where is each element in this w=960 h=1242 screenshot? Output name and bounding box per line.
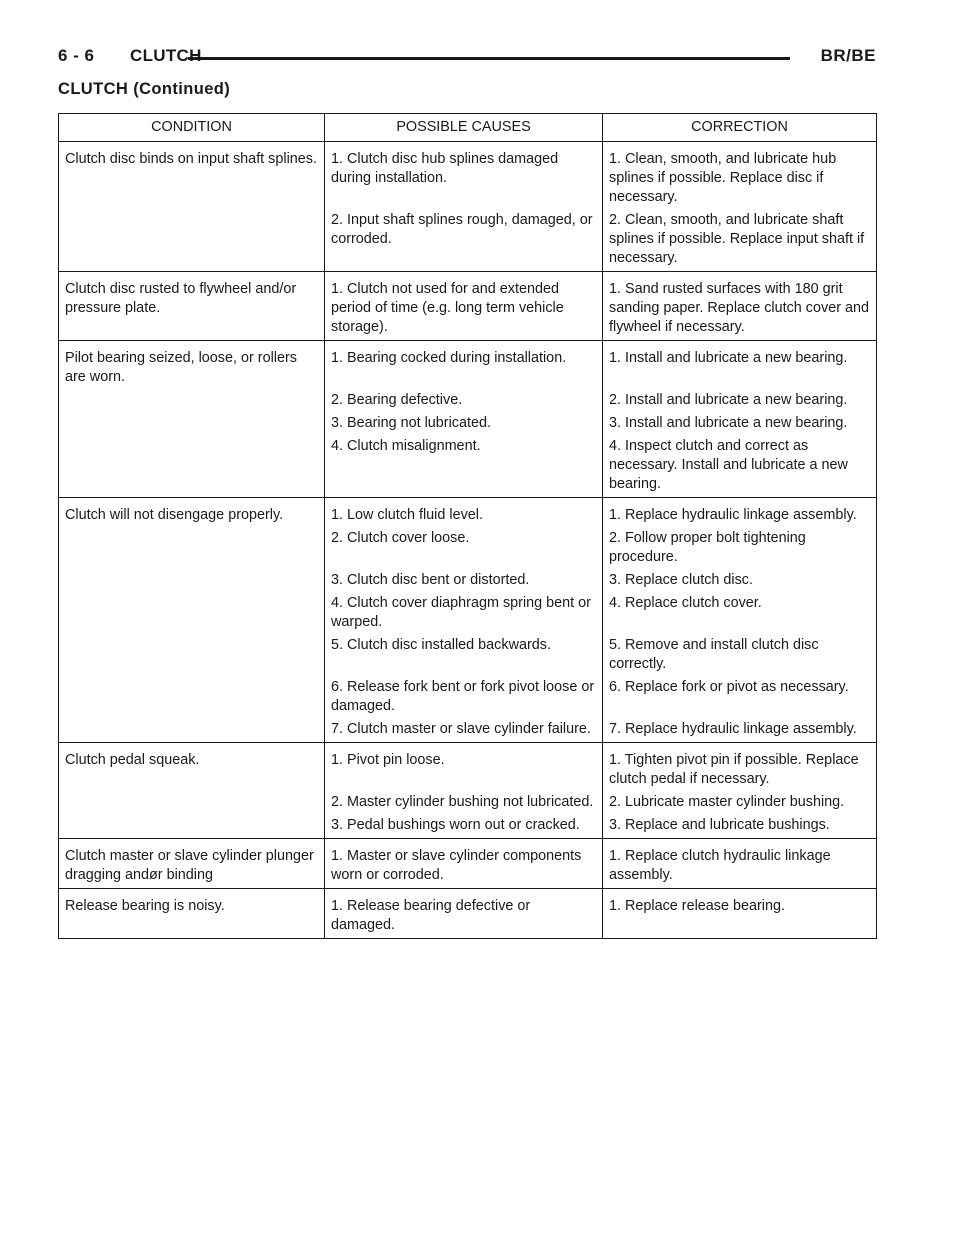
- correction-cell: 1. Install and lubricate a new bearing.: [603, 341, 877, 388]
- diagnosis-table: [58, 113, 877, 939]
- cause-cell: 3. Clutch disc bent or distorted.: [325, 567, 603, 590]
- cause-cell: 4. Clutch cover diaphragm spring bent or warped.: [325, 590, 603, 632]
- correction-cell: 1. Replace clutch hydraulic linkage assembly.: [603, 839, 877, 889]
- section-subheading: CLUTCH (Continued): [58, 80, 231, 98]
- correction-cell: 2. Install and lubricate a new bearing.: [603, 387, 877, 410]
- table-row: [59, 410, 877, 433]
- cause-cell: 2. Master cylinder bushing not lubricated.: [325, 789, 603, 812]
- condition-cell: [59, 387, 325, 410]
- condition-cell: Release bearing is noisy.: [59, 889, 325, 939]
- condition-cell: Clutch pedal squeak.: [59, 743, 325, 790]
- table-row: [59, 207, 877, 272]
- condition-cell: Clutch master or slave cylinder plunger dragging andør binding: [59, 839, 325, 889]
- cause-cell: 5. Clutch disc installed backwards.: [325, 632, 603, 674]
- cause-cell: 6. Release fork bent or fork pivot loose or damaged.: [325, 674, 603, 716]
- condition-cell: [59, 207, 325, 272]
- condition-cell: [59, 716, 325, 743]
- correction-cell: 2. Clean, smooth, and lubricate shaft splines if possible. Replace input shaft if necessary.: [603, 207, 877, 272]
- table-row: [59, 341, 877, 388]
- condition-cell: [59, 674, 325, 716]
- table-row: [59, 433, 877, 498]
- correction-cell: 3. Install and lubricate a new bearing.: [603, 410, 877, 433]
- cause-cell: 1. Master or slave cylinder components worn or corroded.: [325, 839, 603, 889]
- table-row: [59, 789, 877, 812]
- table-row: [59, 590, 877, 632]
- table-header-row: [59, 114, 877, 142]
- cause-cell: 3. Bearing not lubricated.: [325, 410, 603, 433]
- column-header-condition: CONDITION: [59, 114, 325, 142]
- cause-cell: 2. Clutch cover loose.: [325, 525, 603, 567]
- column-header-correction: CORRECTION: [603, 114, 877, 142]
- correction-cell: 3. Replace clutch disc.: [603, 567, 877, 590]
- table-row: [59, 716, 877, 743]
- table-row: [59, 525, 877, 567]
- correction-cell: 5. Remove and install clutch disc correctly.: [603, 632, 877, 674]
- condition-cell: Clutch will not disengage properly.: [59, 498, 325, 526]
- correction-cell: 1. Clean, smooth, and lubricate hub splines if possible. Replace disc if necessary.: [603, 142, 877, 208]
- table-row: [59, 498, 877, 526]
- correction-cell: 1. Replace release bearing.: [603, 889, 877, 939]
- condition-cell: [59, 525, 325, 567]
- model-code: BR/BE: [820, 46, 876, 65]
- table-row: [59, 387, 877, 410]
- cause-cell: 3. Pedal bushings worn out or cracked.: [325, 812, 603, 839]
- condition-cell: Clutch disc rusted to flywheel and/or pressure plate.: [59, 272, 325, 341]
- correction-cell: 6. Replace fork or pivot as necessary.: [603, 674, 877, 716]
- cause-cell: 2. Input shaft splines rough, damaged, or corroded.: [325, 207, 603, 272]
- correction-cell: 1. Tighten pivot pin if possible. Replace clutch pedal if necessary.: [603, 743, 877, 790]
- table-body: [59, 142, 877, 939]
- table-row: [59, 674, 877, 716]
- cause-cell: 1. Release bearing defective or damaged.: [325, 889, 603, 939]
- cause-cell: 1. Clutch not used for and extended period of time (e.g. long term vehicle storage).: [325, 272, 603, 341]
- correction-cell: 2. Lubricate master cylinder bushing.: [603, 789, 877, 812]
- cause-cell: 7. Clutch master or slave cylinder failure.: [325, 716, 603, 743]
- condition-cell: Clutch disc binds on input shaft splines.: [59, 142, 325, 208]
- correction-cell: 4. Replace clutch cover.: [603, 590, 877, 632]
- header-rule: [188, 57, 790, 60]
- correction-cell: 4. Inspect clutch and correct as necessary. Install and lubricate a new bearing.: [603, 433, 877, 498]
- cause-cell: 1. Low clutch fluid level.: [325, 498, 603, 526]
- cause-cell: 1. Pivot pin loose.: [325, 743, 603, 790]
- cause-cell: 4. Clutch misalignment.: [325, 433, 603, 498]
- condition-cell: [59, 812, 325, 839]
- correction-cell: 3. Replace and lubricate bushings.: [603, 812, 877, 839]
- condition-cell: Pilot bearing seized, loose, or rollers are worn.: [59, 341, 325, 388]
- condition-cell: [59, 410, 325, 433]
- correction-cell: 1. Sand rusted surfaces with 180 grit sanding paper. Replace clutch cover and flywheel if necessary.: [603, 272, 877, 341]
- page-header: [58, 44, 876, 74]
- cause-cell: 1. Bearing cocked during installation.: [325, 341, 603, 388]
- condition-cell: [59, 590, 325, 632]
- correction-cell: 2. Follow proper bolt tightening procedure.: [603, 525, 877, 567]
- condition-cell: [59, 433, 325, 498]
- table-row: [59, 889, 877, 939]
- condition-cell: [59, 789, 325, 812]
- page-number: 6 - 6: [58, 46, 95, 65]
- column-header-causes: POSSIBLE CAUSES: [325, 114, 603, 142]
- section-title: CLUTCH: [130, 46, 202, 65]
- table-row: [59, 839, 877, 889]
- correction-cell: 7. Replace hydraulic linkage assembly.: [603, 716, 877, 743]
- table-row: [59, 567, 877, 590]
- table-row: [59, 142, 877, 208]
- correction-cell: 1. Replace hydraulic linkage assembly.: [603, 498, 877, 526]
- condition-cell: [59, 632, 325, 674]
- table-row: [59, 812, 877, 839]
- condition-cell: [59, 567, 325, 590]
- table-row: [59, 272, 877, 341]
- table-row: [59, 743, 877, 790]
- cause-cell: 2. Bearing defective.: [325, 387, 603, 410]
- cause-cell: 1. Clutch disc hub splines damaged during installation.: [325, 142, 603, 208]
- table-row: [59, 632, 877, 674]
